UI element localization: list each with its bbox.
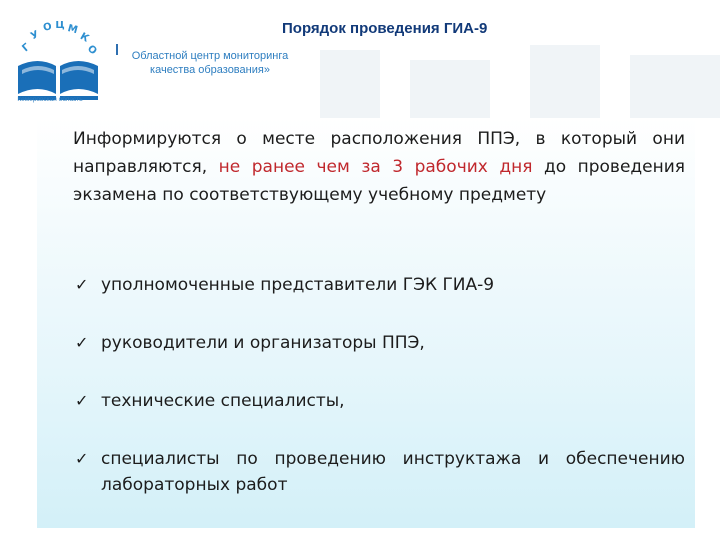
checkmark-icon: ✓ — [75, 333, 89, 352]
checkmark-icon: ✓ — [75, 391, 89, 410]
intro-text-part1: Информируются о месте расположения ППЭ, в который они направляются, — [73, 129, 685, 177]
header — [0, 0, 720, 118]
svg-text:У: У — [29, 29, 41, 43]
checkmark-icon: ✓ — [75, 275, 89, 294]
list-item — [75, 388, 685, 414]
list-item — [75, 446, 685, 498]
svg-text:О: О — [84, 43, 99, 58]
list-item-text: уполномоченные представители ГЭК ГИА-9 — [101, 275, 495, 295]
intro-text-part2: до проведения экзамена по соответствующему учебному предмету — [73, 157, 686, 205]
organization-name-line1: Областной центр мониторинга — [131, 50, 289, 62]
svg-text:Ц: Ц — [55, 20, 65, 31]
list-item-text: технические специалисты, — [101, 391, 345, 411]
svg-text:Г: Г — [20, 41, 33, 55]
slide-title: Порядок проведения ГИА-9 — [282, 20, 488, 37]
intro-highlight: не ранее чем за 3 рабочих дня — [218, 157, 533, 177]
intro-paragraph — [73, 125, 685, 209]
svg-text:О: О — [42, 21, 53, 34]
organization-name-line2: качества образования» — [150, 64, 270, 76]
list-item — [75, 330, 685, 356]
background-watermark — [300, 40, 720, 118]
svg-text:М: М — [66, 22, 79, 37]
checkmark-icon: ✓ — [75, 449, 89, 468]
list-item — [75, 272, 685, 298]
list-item-text: специалисты по проведению инструктажа и обеспечению лабораторных работ — [101, 449, 685, 495]
svg-text:К: К — [77, 31, 91, 45]
list-item-text: руководители и организаторы ППЭ, — [101, 333, 425, 353]
region-label: Кемеровская область — [17, 96, 83, 103]
